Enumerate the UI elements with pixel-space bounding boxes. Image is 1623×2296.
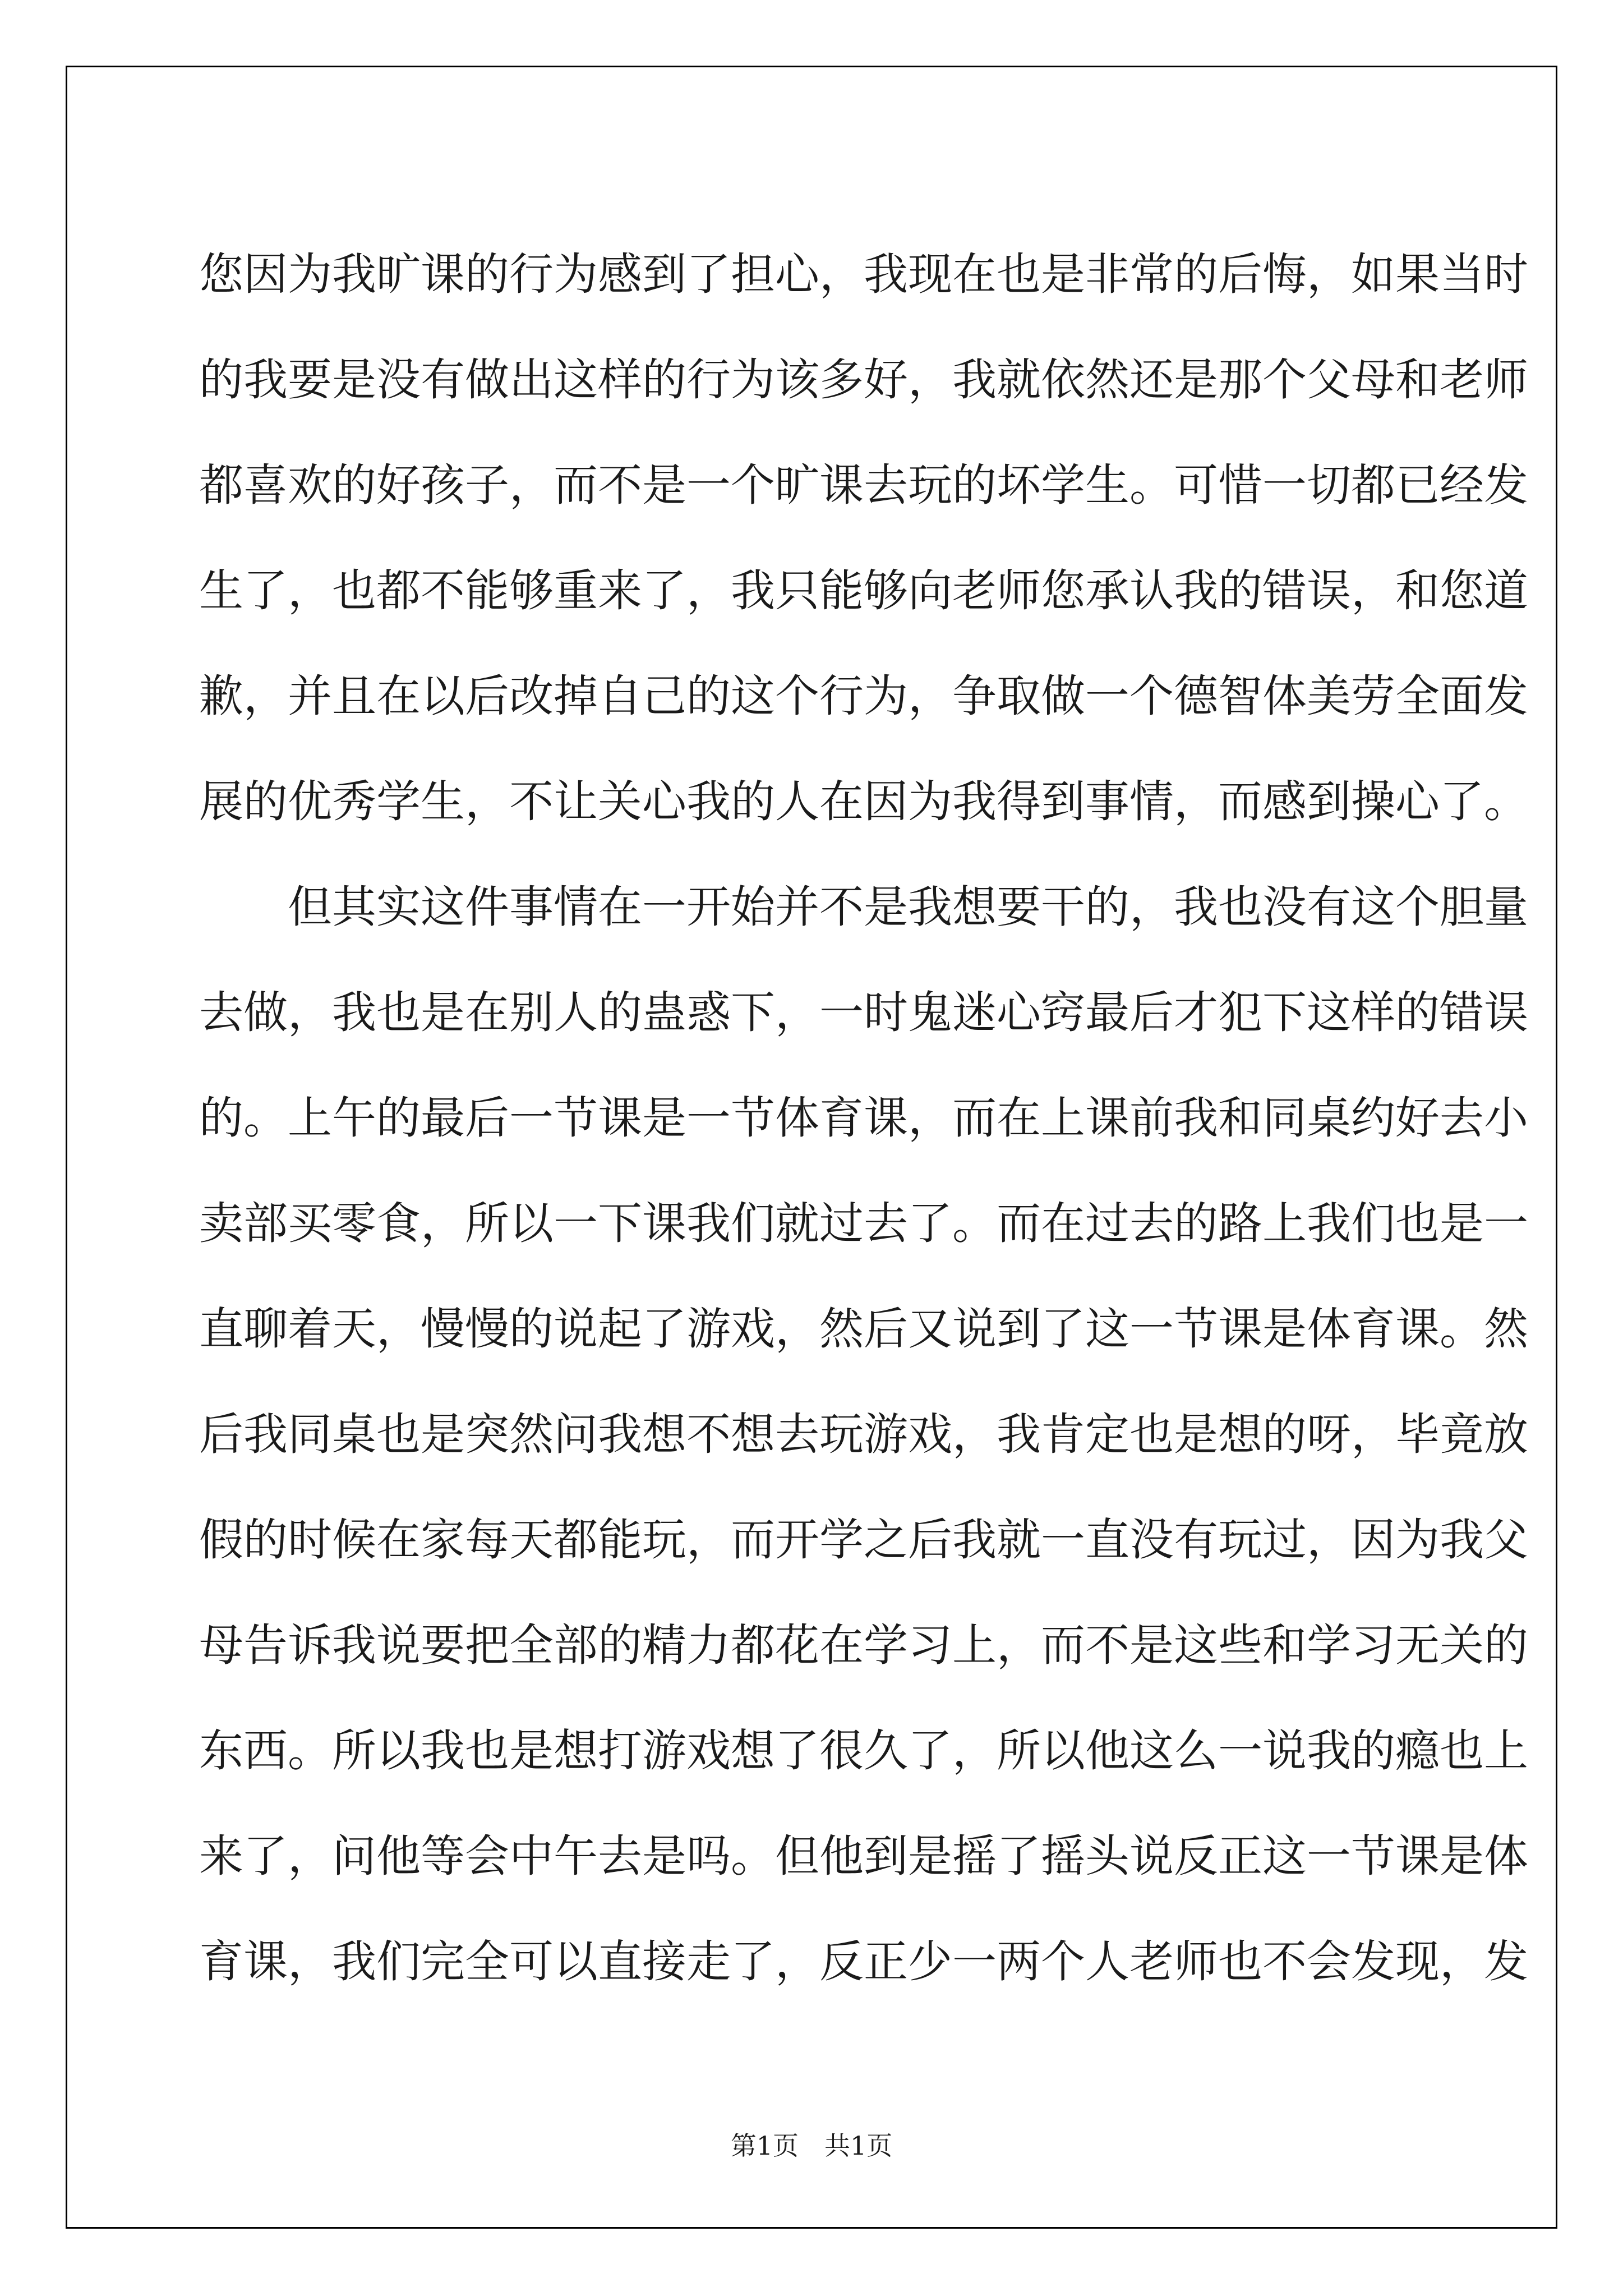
- text-line: 但其实这件事情在一开始并不是我想要干的，我也没有这个胆量: [288, 881, 1528, 933]
- text-line: 的。上午的最后一节课是一节体育课，而在上课前我和同桌约好去小: [199, 1092, 1528, 1144]
- text-line: 东西。所以我也是想打游戏想了很久了，所以他这么一说我的瘾也上: [199, 1725, 1528, 1777]
- page-number-footer: 第1页 共1页: [730, 2131, 893, 2161]
- text-line: 的我要是没有做出这样的行为该多好，我就依然还是那个父母和老师: [199, 354, 1528, 406]
- text-line: 卖部买零食，所以一下课我们就过去了。而在过去的路上我们也是一: [199, 1198, 1528, 1249]
- text-line: 都喜欢的好孩子，而不是一个旷课去玩的坏学生。可惜一切都已经发: [199, 459, 1528, 511]
- text-line: 歉，并且在以后改掉自己的这个行为，争取做一个德智体美劳全面发: [199, 670, 1528, 722]
- text-line: 展的优秀学生，不让关心我的人在因为我得到事情，而感到操心了。: [199, 776, 1528, 827]
- text-line: 母告诉我说要把全部的精力都花在学习上，而不是这些和学习无关的: [199, 1619, 1528, 1671]
- text-line: 假的时候在家每天都能玩，而开学之后我就一直没有玩过，因为我父: [199, 1514, 1528, 1566]
- text-line: 来了，问他等会中午去是吗。但他到是摇了摇头说反正这一节课是体: [199, 1830, 1528, 1882]
- text-line: 育课，我们完全可以直接走了，反正少一两个人老师也不会发现，发: [199, 1936, 1528, 1987]
- text-line: 后我同桌也是突然问我想不想去玩游戏，我肯定也是想的呀，毕竟放: [199, 1409, 1528, 1460]
- text-line: 直聊着天，慢慢的说起了游戏，然后又说到了这一节课是体育课。然: [199, 1303, 1528, 1355]
- text-line: 生了，也都不能够重来了，我只能够向老师您承认我的错误，和您道: [199, 565, 1528, 616]
- text-line: 您因为我旷课的行为感到了担心，我现在也是非常的后悔，如果当时: [199, 249, 1528, 300]
- document-body: [199, 222, 1528, 2014]
- text-line: 去做，我也是在别人的蛊惑下，一时鬼迷心窍最后才犯下这样的错误: [199, 987, 1528, 1038]
